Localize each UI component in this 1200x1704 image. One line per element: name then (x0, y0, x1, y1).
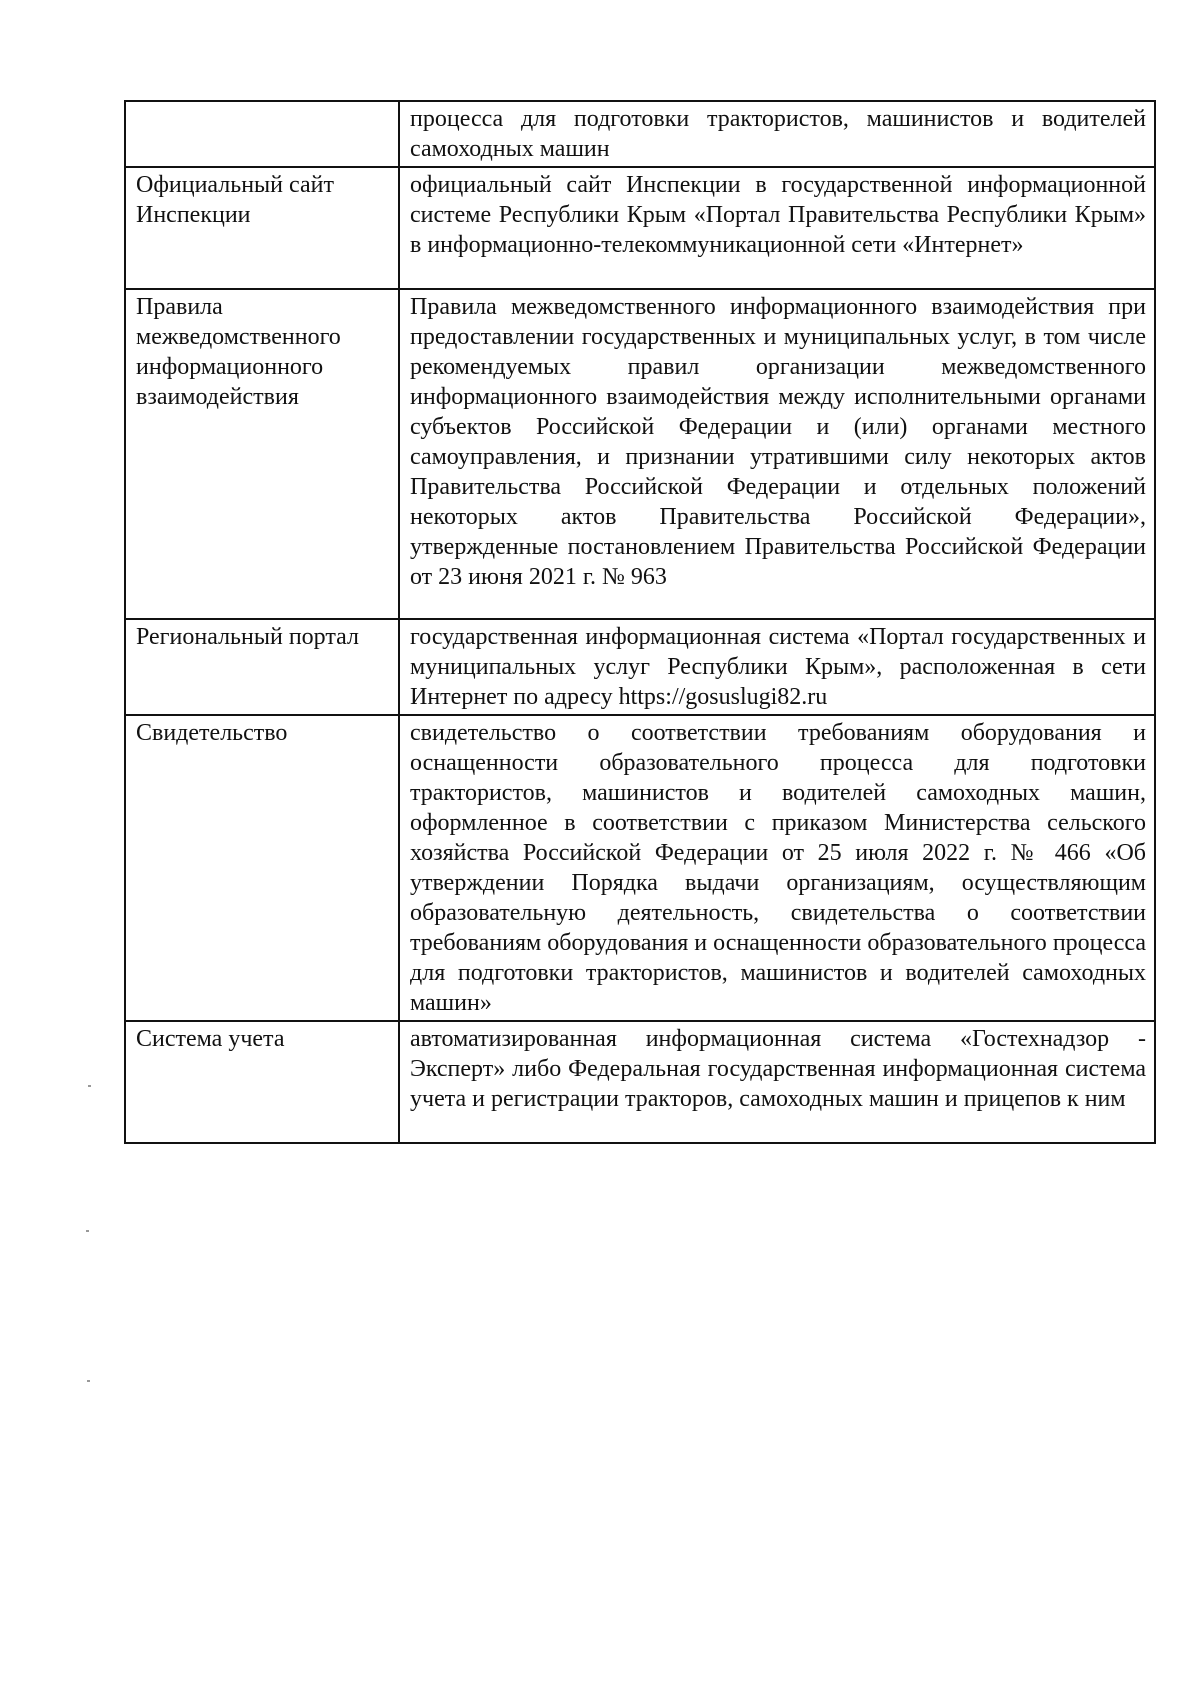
definition-cell: государственная информационная система «Портал государственных и муниципальных услуг Республики Крым», расположенная в сети Интернет по адресу https://gosuslugi82.ru (399, 619, 1155, 715)
table-row (125, 289, 1155, 619)
term-cell: Официальный сайт Инспекции (125, 167, 399, 289)
term-cell: Правила межведомственного информационного взаимодействия (125, 289, 399, 619)
definition-cell: свидетельство о соответствии требованиям оборудования и оснащенности образовательного процесса для подготовки трактористов, машинистов и водителей самоходных машин, оформленное в соответствии с приказом Министерства сельского хозяйства Российской Федерации от 25 июля 2022 г. № 466 «Об утверждении Порядка выдачи организациям, осуществляющим образовательную деятельность, свидетельства о соответствии требованиям оборудования и оснащенности образовательного процесса для подготовки трактористов, машинистов и водителей самоходных машин» (399, 715, 1155, 1021)
definition-cell: официальный сайт Инспекции в государственной информационной системе Республики Крым «Портал Правительства Республики Крым» в информационно-телекоммуникационной сети «Интернет» (399, 167, 1155, 289)
definitions-table (124, 100, 1156, 1144)
scan-speck (87, 1380, 90, 1382)
scan-speck (86, 1230, 89, 1232)
table-row (125, 167, 1155, 289)
table-row (125, 101, 1155, 167)
term-cell: Свидетельство (125, 715, 399, 1021)
term-cell: Система учета (125, 1021, 399, 1143)
definition-cell: процесса для подготовки трактористов, машинистов и водителей самоходных машин (399, 101, 1155, 167)
definition-cell: автоматизированная информационная система «Гостехнадзор - Эксперт» либо Федеральная государственная информационная система учета и регистрации тракторов, самоходных машин и прицепов к ним (399, 1021, 1155, 1143)
term-cell: Региональный портал (125, 619, 399, 715)
table-row (125, 1021, 1155, 1143)
table-row (125, 619, 1155, 715)
term-cell (125, 101, 399, 167)
table-row (125, 715, 1155, 1021)
definition-cell: Правила межведомственного информационного взаимодействия при предоставлении государственных и муниципальных услуг, в том числе рекомендуемых правил организации межведомственного информационного взаимодействия между исполнительными органами субъектов Российской Федерации и (или) органами местного самоуправления, и признании утратившими силу некоторых актов Правительства Российской Федерации и отдельных положений некоторых актов Правительства Российской Федерации», утвержденные постановлением Правительства Российской Федерации от 23 июня 2021 г. № 963 (399, 289, 1155, 619)
scan-speck (88, 1085, 91, 1087)
